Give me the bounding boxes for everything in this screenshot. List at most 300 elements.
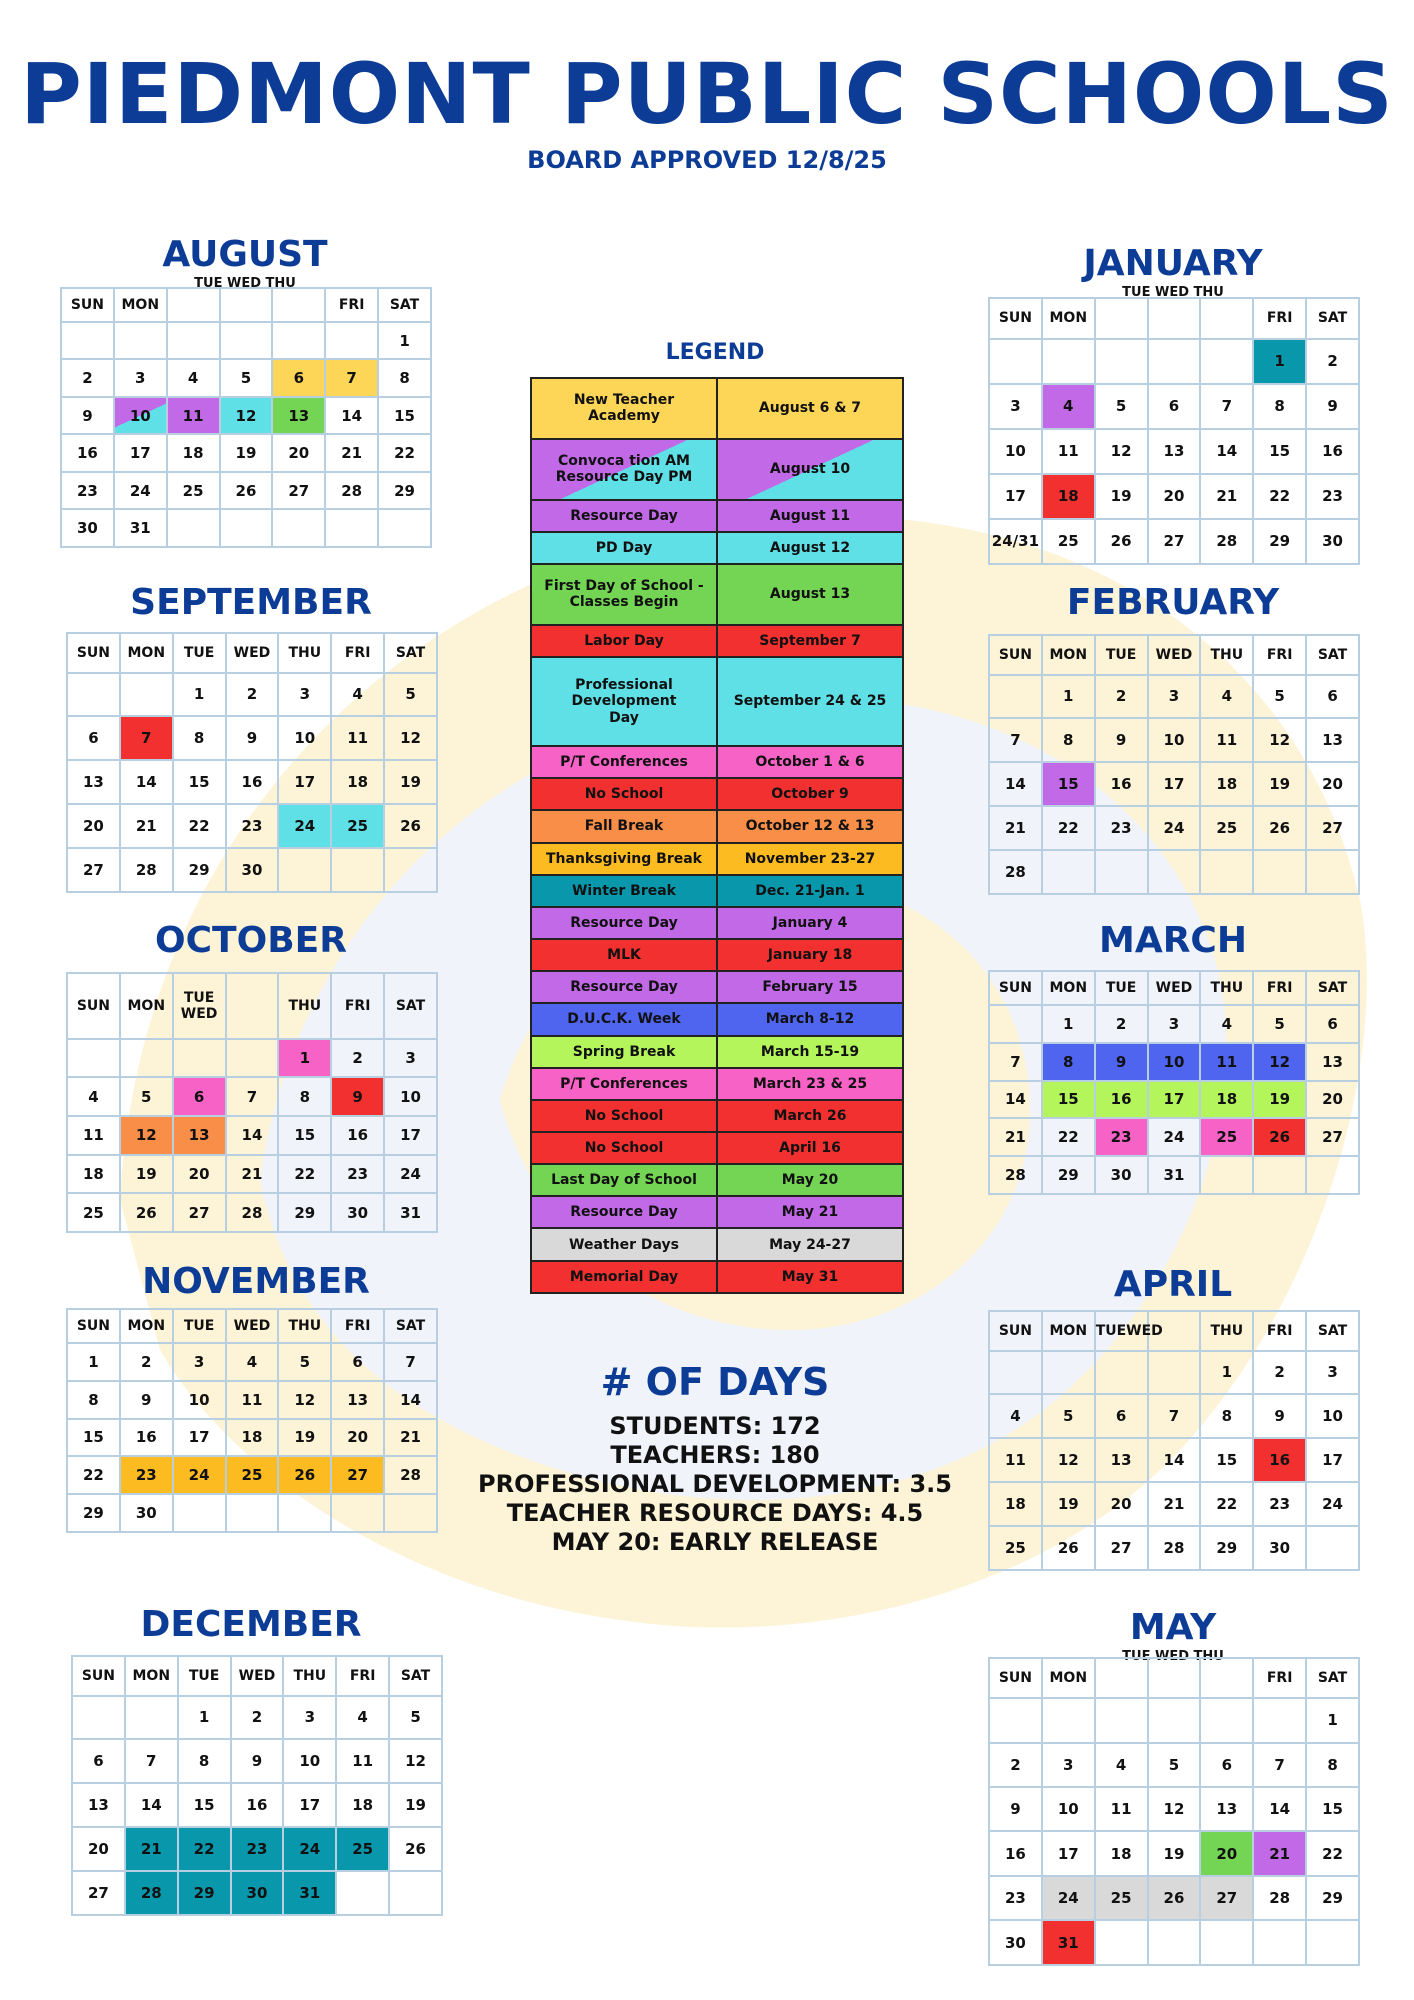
day-cell: 28 bbox=[1253, 1876, 1306, 1920]
day-cell bbox=[167, 509, 220, 547]
day-cell: 6 bbox=[1200, 1743, 1253, 1787]
day-cell bbox=[67, 673, 120, 717]
week-row bbox=[989, 762, 1359, 806]
day-cell: 29 bbox=[1253, 519, 1306, 564]
day-cell: 27 bbox=[1095, 1526, 1148, 1570]
day-cell: 3 bbox=[1042, 1743, 1095, 1787]
day-cell: 7 bbox=[1148, 1394, 1201, 1438]
day-cell bbox=[389, 1871, 442, 1915]
day-cell: 25 bbox=[1200, 806, 1253, 850]
weekday-header: THU bbox=[1200, 635, 1253, 675]
month-name-february: FEBRUARY bbox=[1066, 582, 1280, 623]
legend-label: Last Day of School bbox=[531, 1164, 717, 1196]
day-cell: 16 bbox=[989, 1831, 1042, 1875]
legend-row bbox=[531, 1164, 903, 1196]
day-cell: 29 bbox=[178, 1871, 231, 1915]
day-cell: 28 bbox=[989, 850, 1042, 894]
week-row bbox=[61, 472, 431, 510]
day-cell: 16 bbox=[231, 1783, 284, 1827]
week-row bbox=[989, 1743, 1359, 1787]
day-cell: 16 bbox=[1306, 429, 1359, 474]
week-row bbox=[989, 1043, 1359, 1081]
weekday-header: FRI bbox=[1253, 298, 1306, 339]
day-cell: 5 bbox=[1095, 384, 1148, 429]
day-cell: 25 bbox=[1042, 519, 1095, 564]
day-cell bbox=[989, 1698, 1042, 1742]
weekday-header: THU bbox=[278, 633, 331, 673]
legend-date: November 23-27 bbox=[717, 843, 903, 875]
legend-row bbox=[531, 1228, 903, 1260]
legend-label: First Day of School - Classes Begin bbox=[531, 564, 717, 625]
weekday-header: SAT bbox=[384, 973, 437, 1039]
legend-date: September 24 & 25 bbox=[717, 657, 903, 746]
day-cell: 18 bbox=[336, 1783, 389, 1827]
days-summary-title: # OF DAYS bbox=[600, 1360, 830, 1404]
day-cell bbox=[1200, 1698, 1253, 1742]
legend-row bbox=[531, 1261, 903, 1293]
legend-label: New Teacher Academy bbox=[531, 378, 717, 439]
legend-label: Spring Break bbox=[531, 1036, 717, 1068]
day-cell: 24 bbox=[1148, 806, 1201, 850]
week-row bbox=[67, 1343, 437, 1381]
day-cell: 12 bbox=[1042, 1438, 1095, 1482]
legend-date: August 13 bbox=[717, 564, 903, 625]
week-row bbox=[72, 1871, 442, 1915]
day-cell: 14 bbox=[1253, 1787, 1306, 1831]
day-cell: 6 bbox=[72, 1739, 125, 1783]
day-cell: 18 bbox=[226, 1419, 279, 1457]
day-cell: 6 bbox=[1306, 675, 1359, 719]
calendar-february bbox=[988, 634, 1360, 895]
day-cell: 19 bbox=[1253, 1081, 1306, 1119]
day-cell: 2 bbox=[61, 359, 114, 397]
weekday-header: THU bbox=[1200, 971, 1253, 1005]
day-cell: 11 bbox=[167, 397, 220, 435]
day-cell: 10 bbox=[1148, 718, 1201, 762]
month-name-september: SEPTEMBER bbox=[130, 582, 372, 623]
day-cell: 11 bbox=[1095, 1787, 1148, 1831]
day-cell: 11 bbox=[336, 1739, 389, 1783]
weekday-header: MON bbox=[1042, 298, 1095, 339]
legend-date: May 24-27 bbox=[717, 1228, 903, 1260]
day-cell: 12 bbox=[1253, 718, 1306, 762]
week-row bbox=[67, 1193, 437, 1232]
day-cell: 11 bbox=[989, 1438, 1042, 1482]
day-cell: 9 bbox=[231, 1739, 284, 1783]
day-cell: 17 bbox=[989, 474, 1042, 519]
week-row bbox=[67, 1381, 437, 1419]
day-cell: 17 bbox=[1148, 1081, 1201, 1119]
month-name-august: AUGUST bbox=[162, 234, 328, 275]
legend-date: January 18 bbox=[717, 939, 903, 971]
week-row bbox=[989, 1482, 1359, 1526]
day-cell: 29 bbox=[1042, 1156, 1095, 1194]
legend-date: March 23 & 25 bbox=[717, 1068, 903, 1100]
day-cell: 19 bbox=[220, 434, 273, 472]
day-cell: 12 bbox=[120, 1116, 173, 1155]
legend-label: Memorial Day bbox=[531, 1261, 717, 1293]
week-row bbox=[67, 804, 437, 848]
day-cell: 13 bbox=[173, 1116, 226, 1155]
day-cell: 19 bbox=[1148, 1831, 1201, 1875]
legend-label: Labor Day bbox=[531, 625, 717, 657]
day-cell: 16 bbox=[120, 1419, 173, 1457]
days-line-early-release: MAY 20: EARLY RELEASE bbox=[551, 1528, 879, 1556]
legend-row bbox=[531, 378, 903, 439]
week-row bbox=[989, 1876, 1359, 1920]
legend-label: Winter Break bbox=[531, 875, 717, 907]
day-cell: 9 bbox=[226, 716, 279, 760]
day-cell: 22 bbox=[1200, 1482, 1253, 1526]
day-cell: 9 bbox=[1095, 718, 1148, 762]
day-cell bbox=[989, 1005, 1042, 1043]
weekday-header: WED bbox=[226, 633, 279, 673]
weekday-header: TUE bbox=[1095, 971, 1148, 1005]
day-cell: 7 bbox=[125, 1739, 178, 1783]
day-cell: 4 bbox=[67, 1077, 120, 1116]
week-row bbox=[61, 397, 431, 435]
day-cell: 25 bbox=[1095, 1876, 1148, 1920]
day-cell bbox=[1148, 1920, 1201, 1965]
weekday-header: SAT bbox=[1306, 635, 1359, 675]
day-cell: 25 bbox=[1200, 1118, 1253, 1156]
day-cell: 6 bbox=[1306, 1005, 1359, 1043]
day-cell: 11 bbox=[226, 1381, 279, 1419]
day-cell bbox=[114, 322, 167, 360]
legend-label: Convoca tion AM Resource Day PM bbox=[531, 439, 717, 500]
day-cell: 13 bbox=[1095, 1438, 1148, 1482]
days-line-teachers: TEACHERS: 180 bbox=[610, 1441, 820, 1469]
legend-label: Resource Day bbox=[531, 971, 717, 1003]
day-cell: 2 bbox=[231, 1696, 284, 1740]
day-cell bbox=[384, 848, 437, 892]
legend-table bbox=[530, 377, 904, 1294]
day-cell bbox=[61, 322, 114, 360]
day-cell: 21 bbox=[226, 1155, 279, 1194]
day-cell: 22 bbox=[178, 1827, 231, 1871]
day-cell: 28 bbox=[384, 1456, 437, 1494]
day-cell: 18 bbox=[1200, 762, 1253, 806]
legend-label: P/T Conferences bbox=[531, 746, 717, 778]
day-cell: 24/31 bbox=[989, 519, 1042, 564]
day-cell bbox=[173, 1039, 226, 1078]
day-cell: 31 bbox=[1148, 1156, 1201, 1194]
day-cell: 5 bbox=[1253, 675, 1306, 719]
day-cell: 28 bbox=[120, 848, 173, 892]
day-cell: 2 bbox=[120, 1343, 173, 1381]
day-cell: 24 bbox=[384, 1155, 437, 1194]
day-cell: 17 bbox=[384, 1116, 437, 1155]
legend-row bbox=[531, 971, 903, 1003]
day-cell: 19 bbox=[384, 760, 437, 804]
day-cell: 13 bbox=[72, 1783, 125, 1827]
week-row bbox=[67, 760, 437, 804]
weekday-header: MON bbox=[114, 288, 167, 322]
day-cell: 24 bbox=[1306, 1482, 1359, 1526]
day-cell: 13 bbox=[331, 1381, 384, 1419]
legend-label: MLK bbox=[531, 939, 717, 971]
april-grid bbox=[988, 1310, 1360, 1571]
weekday-header: SUN bbox=[989, 635, 1042, 675]
day-cell: 18 bbox=[1042, 474, 1095, 519]
legend-label: PD Day bbox=[531, 532, 717, 564]
week-row bbox=[989, 1081, 1359, 1119]
legend-row bbox=[531, 1100, 903, 1132]
weekday-header: FRI bbox=[1253, 1311, 1306, 1351]
day-cell: 30 bbox=[226, 848, 279, 892]
day-cell: 29 bbox=[1200, 1526, 1253, 1570]
day-cell: 5 bbox=[384, 673, 437, 717]
day-cell: 21 bbox=[1253, 1831, 1306, 1875]
legend-label: P/T Conferences bbox=[531, 1068, 717, 1100]
may-grid bbox=[988, 1657, 1360, 1966]
weekday-header: TUE bbox=[1095, 635, 1148, 675]
legend-date: May 20 bbox=[717, 1164, 903, 1196]
day-cell: 7 bbox=[989, 718, 1042, 762]
legend-date: April 16 bbox=[717, 1132, 903, 1164]
day-cell: 8 bbox=[1306, 1743, 1359, 1787]
weekday-header: FRI bbox=[331, 633, 384, 673]
weekday-header: SAT bbox=[378, 288, 431, 322]
weekday-header: FRI bbox=[331, 973, 384, 1039]
day-cell bbox=[226, 1494, 279, 1532]
day-cell: 21 bbox=[1200, 474, 1253, 519]
weekday-header: WED bbox=[1148, 635, 1201, 675]
week-row bbox=[989, 339, 1359, 384]
day-cell: 27 bbox=[72, 1871, 125, 1915]
day-cell: 18 bbox=[167, 434, 220, 472]
day-cell: 20 bbox=[1306, 762, 1359, 806]
day-cell: 8 bbox=[67, 1381, 120, 1419]
day-cell: 29 bbox=[173, 848, 226, 892]
day-cell bbox=[220, 322, 273, 360]
day-cell: 4 bbox=[226, 1343, 279, 1381]
legend-date: August 11 bbox=[717, 500, 903, 532]
day-cell: 3 bbox=[1306, 1351, 1359, 1395]
day-cell: 26 bbox=[1148, 1876, 1201, 1920]
day-cell: 30 bbox=[1095, 1156, 1148, 1194]
day-cell: 23 bbox=[331, 1155, 384, 1194]
day-cell: 21 bbox=[989, 1118, 1042, 1156]
day-cell: 15 bbox=[173, 760, 226, 804]
week-row bbox=[67, 848, 437, 892]
week-row bbox=[67, 1456, 437, 1494]
week-row bbox=[989, 1005, 1359, 1043]
legend-row bbox=[531, 657, 903, 746]
legend-row bbox=[531, 1196, 903, 1228]
day-cell: 1 bbox=[173, 673, 226, 717]
weekday-header bbox=[1200, 298, 1253, 339]
day-cell: 7 bbox=[989, 1043, 1042, 1081]
day-cell: 26 bbox=[1253, 806, 1306, 850]
day-cell bbox=[1042, 1351, 1095, 1395]
legend-title: LEGEND bbox=[665, 340, 765, 365]
calendar-may bbox=[988, 1657, 1360, 1966]
day-cell: 17 bbox=[114, 434, 167, 472]
day-cell: 9 bbox=[1306, 384, 1359, 429]
day-cell: 18 bbox=[1200, 1081, 1253, 1119]
weekday-header: FRI bbox=[1253, 635, 1306, 675]
day-cell: 21 bbox=[1148, 1482, 1201, 1526]
legend-row bbox=[531, 746, 903, 778]
day-cell: 4 bbox=[1042, 384, 1095, 429]
legend-date: August 12 bbox=[717, 532, 903, 564]
day-cell: 18 bbox=[1095, 1831, 1148, 1875]
calendar-august bbox=[60, 287, 432, 548]
day-cell: 19 bbox=[120, 1155, 173, 1194]
day-cell: 25 bbox=[67, 1193, 120, 1232]
day-cell: 16 bbox=[331, 1116, 384, 1155]
day-cell: 16 bbox=[226, 760, 279, 804]
legend-row bbox=[531, 939, 903, 971]
weekday-header: THU bbox=[278, 1309, 331, 1343]
day-cell: 20 bbox=[1306, 1081, 1359, 1119]
day-cell: 29 bbox=[67, 1494, 120, 1532]
day-cell: 20 bbox=[331, 1419, 384, 1457]
day-cell: 30 bbox=[331, 1193, 384, 1232]
week-row bbox=[67, 673, 437, 717]
weekday-header: FRI bbox=[1253, 971, 1306, 1005]
day-cell bbox=[1095, 1351, 1148, 1395]
day-cell: 30 bbox=[1306, 519, 1359, 564]
day-cell: 12 bbox=[1095, 429, 1148, 474]
day-cell: 26 bbox=[1042, 1526, 1095, 1570]
day-cell: 24 bbox=[278, 804, 331, 848]
day-cell: 7 bbox=[1200, 384, 1253, 429]
day-cell bbox=[278, 848, 331, 892]
day-cell: 22 bbox=[278, 1155, 331, 1194]
august-grid bbox=[60, 287, 432, 548]
day-cell: 18 bbox=[989, 1482, 1042, 1526]
day-cell: 11 bbox=[1200, 1043, 1253, 1081]
day-cell: 14 bbox=[989, 762, 1042, 806]
week-row bbox=[61, 434, 431, 472]
day-cell: 24 bbox=[114, 472, 167, 510]
weekday-header bbox=[167, 288, 220, 322]
week-row bbox=[67, 1419, 437, 1457]
day-cell: 7 bbox=[384, 1343, 437, 1381]
legend-date: Dec. 21-Jan. 1 bbox=[717, 875, 903, 907]
day-cell: 21 bbox=[325, 434, 378, 472]
day-cell: 5 bbox=[278, 1343, 331, 1381]
day-cell: 15 bbox=[1200, 1438, 1253, 1482]
calendar-april bbox=[988, 1310, 1360, 1571]
day-cell bbox=[1253, 850, 1306, 894]
day-cell bbox=[72, 1696, 125, 1740]
day-cell: 2 bbox=[1306, 339, 1359, 384]
week-row bbox=[989, 519, 1359, 564]
day-cell: 5 bbox=[120, 1077, 173, 1116]
legend-date: September 7 bbox=[717, 625, 903, 657]
day-cell bbox=[1148, 850, 1201, 894]
week-row bbox=[989, 1118, 1359, 1156]
legend-label: Thanksgiving Break bbox=[531, 843, 717, 875]
day-cell: 9 bbox=[1253, 1394, 1306, 1438]
weekday-header bbox=[1148, 1658, 1201, 1698]
day-cell: 31 bbox=[283, 1871, 336, 1915]
weekday-header: SUN bbox=[67, 973, 120, 1039]
day-cell bbox=[1253, 1698, 1306, 1742]
day-cell: 21 bbox=[120, 804, 173, 848]
weekday-header bbox=[220, 288, 273, 322]
day-cell: 10 bbox=[278, 716, 331, 760]
weekday-header: THU bbox=[283, 1656, 336, 1696]
weekday-header: SUN bbox=[989, 298, 1042, 339]
day-cell: 30 bbox=[61, 509, 114, 547]
day-cell: 3 bbox=[989, 384, 1042, 429]
legend-date: May 21 bbox=[717, 1196, 903, 1228]
calendar-january bbox=[988, 297, 1360, 565]
week-row bbox=[989, 1156, 1359, 1194]
day-cell: 22 bbox=[1042, 1118, 1095, 1156]
day-cell bbox=[173, 1494, 226, 1532]
day-cell: 24 bbox=[1148, 1118, 1201, 1156]
day-cell: 20 bbox=[173, 1155, 226, 1194]
weekday-header: SAT bbox=[384, 1309, 437, 1343]
day-cell bbox=[1200, 850, 1253, 894]
legend-date: May 31 bbox=[717, 1261, 903, 1293]
day-cell: 4 bbox=[1200, 1005, 1253, 1043]
weekday-header: SAT bbox=[1306, 1658, 1359, 1698]
day-cell: 20 bbox=[1200, 1831, 1253, 1875]
day-cell bbox=[1148, 1698, 1201, 1742]
day-cell: 28 bbox=[325, 472, 378, 510]
legend-date: February 15 bbox=[717, 971, 903, 1003]
day-cell: 13 bbox=[272, 397, 325, 435]
day-cell: 4 bbox=[989, 1394, 1042, 1438]
day-cell: 15 bbox=[178, 1783, 231, 1827]
day-cell: 19 bbox=[1042, 1482, 1095, 1526]
day-cell bbox=[120, 1039, 173, 1078]
day-cell: 13 bbox=[1306, 718, 1359, 762]
day-cell: 9 bbox=[331, 1077, 384, 1116]
day-cell: 22 bbox=[378, 434, 431, 472]
day-cell: 5 bbox=[1253, 1005, 1306, 1043]
legend-row bbox=[531, 500, 903, 532]
week-row bbox=[989, 429, 1359, 474]
day-cell: 31 bbox=[384, 1193, 437, 1232]
legend-date: January 4 bbox=[717, 907, 903, 939]
day-cell: 8 bbox=[173, 716, 226, 760]
day-cell: 7 bbox=[226, 1077, 279, 1116]
day-cell bbox=[336, 1871, 389, 1915]
day-cell: 20 bbox=[67, 804, 120, 848]
day-cell: 16 bbox=[61, 434, 114, 472]
day-cell: 8 bbox=[1200, 1394, 1253, 1438]
day-cell: 9 bbox=[61, 397, 114, 435]
week-row bbox=[72, 1783, 442, 1827]
month-name-december: DECEMBER bbox=[140, 1604, 362, 1645]
day-cell bbox=[1306, 1526, 1359, 1570]
legend-row bbox=[531, 1003, 903, 1035]
day-cell: 23 bbox=[1095, 1118, 1148, 1156]
day-cell: 20 bbox=[1095, 1482, 1148, 1526]
legend-row bbox=[531, 1068, 903, 1100]
day-cell: 4 bbox=[331, 673, 384, 717]
day-cell: 30 bbox=[989, 1920, 1042, 1965]
legend-label: Weather Days bbox=[531, 1228, 717, 1260]
week-row bbox=[989, 1920, 1359, 1965]
weekday-header: SUN bbox=[67, 1309, 120, 1343]
week-row bbox=[989, 474, 1359, 519]
day-cell: 22 bbox=[1042, 806, 1095, 850]
day-cell bbox=[120, 673, 173, 717]
day-cell: 30 bbox=[1253, 1526, 1306, 1570]
day-cell: 22 bbox=[67, 1456, 120, 1494]
legend-row bbox=[531, 810, 903, 842]
day-cell bbox=[1148, 1351, 1201, 1395]
weekday-header: MON bbox=[120, 1309, 173, 1343]
